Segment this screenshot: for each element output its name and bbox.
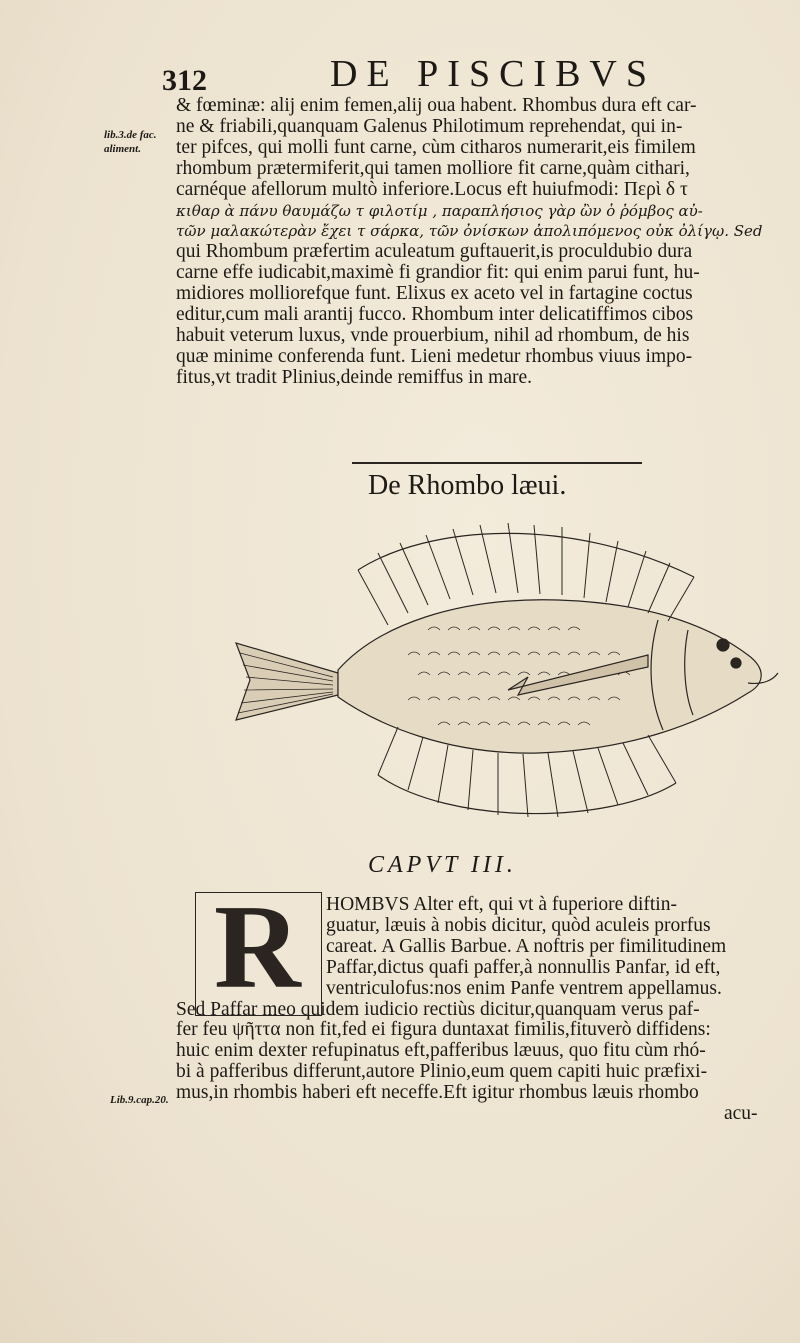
- greek-line: τῶν μαλακώτερὰν ἔχει τ σάρκα, τῶν ὀνίσκων ἀπολιπόμενος οὐκ ὀλίγῳ. Sed: [176, 222, 763, 241]
- page-number: 312: [162, 64, 207, 97]
- initial-letter: R: [214, 880, 301, 1013]
- text-line: Sed Paffar meo quidem iudicio rectiùs dicitur,quanquam verus paf-: [176, 998, 700, 1020]
- text-line: & fœminæ: alij enim femen,alij oua habent. Rhombus dura eft car-: [176, 95, 697, 116]
- rhombus-woodcut-image: [228, 505, 788, 835]
- text-line: carne effe iudicabit,maximè fi grandior fit: qui enim parui funt, hu-: [176, 262, 700, 284]
- chapter-heading: CAPVT III.: [368, 852, 517, 878]
- text-line: qui Rhombum præfertim aculeatum guftauerit,is proculdubio dura: [176, 241, 693, 263]
- text-line: ter pifces, qui molli funt carne, cùm citharos numerarit,eis fimilem: [176, 136, 696, 158]
- greek-line: κιθαρ ὰ πάνυ θαυμάζω τ φιλοτίμ , παραπλήσιος γὰρ ὢν ὁ ῥόμβος αὐ-: [176, 201, 703, 220]
- catchword: acu-: [724, 1103, 758, 1125]
- text-line: habuit veterum luxus, vnde prouerbium, nihil ad rhombum, de his: [176, 324, 690, 346]
- margin-note-pliny: Lib.9.cap.20.: [110, 1094, 169, 1106]
- text-line: careat. A Gallis Barbue. A noftris per fimilitudinem: [326, 935, 727, 957]
- text-line: rhombum prætermiferit,qui tamen molliore fit carne,quàm cithari,: [176, 157, 690, 179]
- section-rule: [352, 462, 642, 464]
- text-line: Paffar,dictus quafi paffer,à nonnullis Panfar, id eft,: [326, 956, 721, 978]
- text-line: editur,cum mali arantij fucco. Rhombum inter delicatiffimos cibos: [176, 304, 694, 326]
- margin-note-line: lib.3.de fac.: [104, 129, 157, 141]
- text-line: carnéque afellorum multò inferiore.Locus eft huiufmodi: Περὶ δ τ: [176, 178, 688, 200]
- text-line: guatur, læuis à nobis dicitur, quòd aculeis prorfus: [326, 914, 711, 936]
- text-line: midiores molliorefque funt. Elixus ex aceto vel in fartagine coctus: [176, 283, 693, 305]
- main-text: [176, 96, 791, 389]
- text-line: HOMBVS Alter eft, qui vt à fuperiore diftin-: [326, 894, 677, 915]
- text-line: huic enim dexter refupinatus eft,pafferibus læuus, quo fitu cùm rhó-: [176, 1040, 706, 1062]
- chapter-text: [176, 895, 791, 1125]
- margin-note-line: aliment.: [104, 143, 141, 155]
- text-line: fer feu ψῆττα non fit,fed ei figura duntaxat fimilis,fituverò diffidens:: [176, 1019, 711, 1041]
- text-line: ventriculofus:nos enim Panfe ventrem appellamus.: [326, 977, 722, 999]
- text-line: fitus,vt tradit Plinius,deinde remiffus in mare.: [176, 366, 532, 388]
- margin-note-galen: [104, 128, 157, 156]
- running-title: DE PISCIBVS: [330, 53, 656, 95]
- text-line: mus,in rhombis haberi eft neceffe.Eft igitur rhombus læuis rhombo: [176, 1082, 699, 1104]
- text-line: ne & friabili,quanquam Galenus Philotimum reprehendat, qui in-: [176, 115, 683, 137]
- section-title: De Rhombo læui.: [368, 470, 567, 501]
- text-line: quæ minime conferenda funt. Lieni medetur rhombus viuus impo-: [176, 345, 693, 367]
- text-line: bi à pafferibus differunt,autore Plinio,eum quem capiti huic præfixi-: [176, 1061, 708, 1083]
